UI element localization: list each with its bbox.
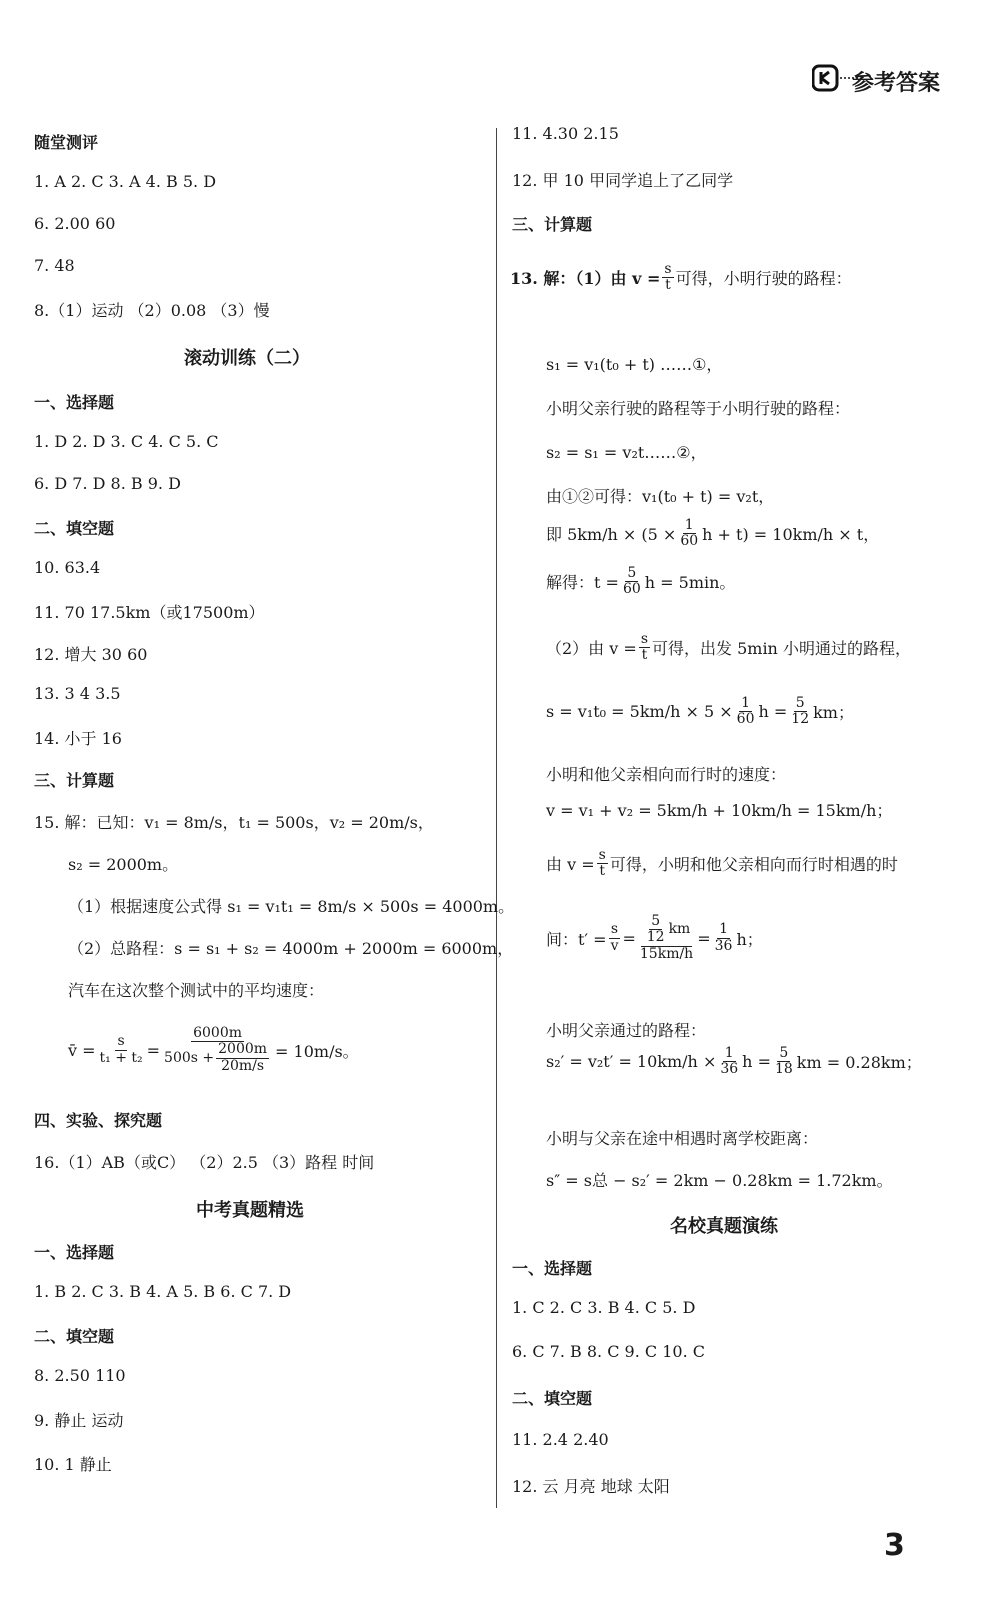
section-heading: 二、填空题 [34, 519, 115, 538]
formula-fraction [638, 914, 695, 962]
formula-numerator: 2000m [218, 1041, 268, 1058]
eq-text: 由 v = [546, 855, 595, 875]
formula-numerator: 1 [719, 921, 728, 938]
eq-text: h + t) = 10km/h × t， [702, 525, 880, 545]
answer-line: 10. 63.4 [34, 558, 101, 577]
formula-denominator: t [599, 863, 606, 880]
answer-line: 汽车在这次整个测试中的平均速度： [68, 981, 325, 1000]
formula-lhs: v̄ = [68, 1040, 96, 1060]
formula-numerator: 6000m [193, 1025, 242, 1041]
answer-line: 12. 甲 10 甲同学追上了乙同学 [512, 171, 734, 190]
column-divider [496, 128, 497, 1508]
answer-line: s₂ = 2000m。 [68, 855, 179, 874]
eq-text: km； [813, 703, 854, 723]
formula-denominator: 36 [714, 937, 733, 954]
answer-line: 16.（1）AB（或C） （2）2.5 （3）路程 时间 [34, 1153, 375, 1172]
eq-text: = [697, 928, 711, 948]
answer-line: s₂ = s₁ = v₂t……②， [546, 443, 707, 462]
answer-line: 1. A 2. C 3. A 4. B 5. D [34, 172, 217, 191]
formula-numerator: 5 [795, 695, 805, 711]
formula-numerator: s [610, 921, 619, 938]
eq-text: 可得，出发 5min 小明通过的路程， [652, 639, 911, 659]
answer-line: 11. 2.4 2.40 [512, 1430, 609, 1449]
formula-numerator: 5 [779, 1045, 789, 1061]
eq-13-distance [546, 696, 854, 728]
eq-text: s = v₁t₀ = 5km/h × 5 × [546, 702, 733, 722]
answer-line: 8.（1）运动 （2）0.08 （3）慢 [34, 301, 270, 320]
formula-fraction [773, 1046, 795, 1078]
formula-numerator: 1 [741, 695, 751, 711]
formula-denominator: t [641, 647, 648, 664]
formula-denominator: t [665, 277, 671, 294]
formula-fraction [645, 914, 667, 946]
formula-numerator: 1 [684, 517, 694, 533]
formula-fraction [621, 566, 643, 598]
section-heading: 一、选择题 [34, 393, 115, 412]
eq-13-solution-time [546, 566, 735, 598]
section-heading: 三、计算题 [512, 215, 593, 234]
formula-fraction [735, 696, 757, 728]
eq-text: 可得，小明行驶的路程： [675, 269, 852, 289]
eq-text: 13. 解：（1）由 v = [510, 269, 661, 289]
formula-numerator: 5 [627, 565, 637, 581]
eq-text: 即 5km/h × (5 × [546, 525, 677, 545]
eq-13-father-distance [546, 1046, 922, 1078]
section-heading: 一、选择题 [512, 1259, 593, 1278]
formula-fraction [789, 696, 811, 728]
formula-numerator: s [117, 1033, 125, 1050]
formula-numerator: s [598, 847, 606, 863]
answer-line: 小明父亲通过的路程： [546, 1021, 707, 1040]
header-title: 参考答案 [852, 71, 941, 96]
formula-fraction [162, 1026, 273, 1074]
formula-fraction [713, 922, 735, 954]
formula-denominator: 12 [791, 711, 810, 728]
answer-line: 小明和他父亲相向而行时的速度： [546, 765, 787, 784]
eq-text: s₂′ = v₂t′ = 10km/h × [546, 1052, 717, 1072]
answer-line: 1. C 2. C 3. B 4. C 5. D [512, 1298, 696, 1317]
answer-line: 6. D 7. D 8. B 9. D [34, 474, 181, 493]
eq-text: h = 5min。 [644, 573, 736, 593]
answer-line: s₁ = v₁(t₀ + t) ……①， [546, 355, 723, 374]
formula-numerator: s [664, 261, 672, 277]
eq-text: = [622, 928, 636, 948]
eq-text: 解得：t = [546, 573, 619, 593]
formula-fraction [662, 262, 673, 294]
formula-fraction [597, 848, 608, 880]
answer-line: （1）根据速度公式得 s₁ = v₁t₁ = 8m/s × 500s = 4000m。 [68, 897, 515, 916]
eq-text: h = [742, 1052, 771, 1072]
answer-line: （2）总路程：s = s₁ + s₂ = 4000m + 2000m = 6000m， [68, 939, 514, 958]
formula-fraction [639, 632, 650, 664]
eq-13-equation [546, 518, 879, 550]
answer-line: 小明父亲行驶的路程等于小明行驶的路程： [546, 399, 851, 418]
eq-text: （2）由 v = [546, 639, 637, 659]
eq-13-speed-formula [510, 262, 852, 294]
section-heading: 三、计算题 [34, 771, 115, 790]
answer-line: 1. B 2. C 3. B 4. A 5. B 6. C 7. D [34, 1282, 292, 1301]
formula-denominator: 12 [646, 929, 665, 946]
section-heading: 随堂测评 [34, 133, 99, 152]
formula-denominator: 18 [774, 1061, 793, 1078]
answer-line: 9. 静止 运动 [34, 1411, 124, 1430]
formula-fraction [678, 518, 700, 550]
chapter-title: 名校真题演练 [670, 1216, 778, 1237]
formula-fraction [98, 1034, 145, 1066]
formula-denominator: t₁ + t₂ [99, 1049, 143, 1066]
formula-denominator: 60 [622, 581, 641, 598]
answer-line: 14. 小于 16 [34, 729, 122, 748]
answer-line: 1. D 2. D 3. C 4. C 5. C [34, 432, 219, 451]
formula-fraction [216, 1042, 269, 1074]
formula-numerator: 1 [724, 1045, 734, 1061]
eq-text: km [668, 921, 691, 938]
formula-fraction [609, 922, 621, 954]
chapter-title: 滚动训练（二） [184, 348, 310, 369]
answer-line: 6. 2.00 60 [34, 214, 116, 233]
eq-text: km = 0.28km； [796, 1053, 922, 1073]
formula-denominator: 60 [736, 711, 755, 728]
page-number: 3 [884, 1528, 905, 1563]
answer-line: 小明与父亲在途中相遇时离学校距离： [546, 1129, 819, 1148]
eq-text: h = [758, 702, 788, 722]
average-velocity-formula [68, 1026, 359, 1074]
eq-text: h； [736, 929, 763, 949]
answer-line: 12. 云 月亮 地球 太阳 [512, 1477, 670, 1496]
formula-denominator [162, 1042, 273, 1074]
eq-13-meeting-time [546, 914, 763, 962]
formula-numerator: s [640, 631, 648, 647]
answer-line: 6. C 7. B 8. C 9. C 10. C [512, 1342, 706, 1361]
answer-line: 8. 2.50 110 [34, 1366, 126, 1385]
section-heading: 一、选择题 [34, 1243, 115, 1262]
formula-denominator: 15km/h [639, 945, 694, 962]
answer-line: 四、实验、探究题 [34, 1111, 163, 1130]
formula-result: = 10m/s。 [275, 1041, 359, 1061]
answer-line: 由①②可得：v₁(t₀ + t) = v₂t， [546, 487, 775, 506]
formula-denominator: 20m/s [221, 1057, 265, 1074]
answer-line: 11. 70 17.5km（或17500m） [34, 603, 265, 622]
formula-denominator-term: 500s + [164, 1049, 215, 1066]
eq-text: 间：t′ = [546, 929, 607, 949]
answer-line: v = v₁ + v₂ = 5km/h + 10km/h = 15km/h； [546, 801, 893, 820]
eq-13-part2-intro [546, 632, 911, 664]
answer-line: 15. 解：已知：v₁ = 8m/s，t₁ = 500s，v₂ = 20m/s， [34, 813, 434, 832]
eq-13-meeting-intro [546, 848, 898, 880]
formula-numerator: 5 [651, 913, 661, 929]
answer-line: 13. 3 4 3.5 [34, 684, 121, 703]
answer-line: 12. 增大 30 60 [34, 645, 148, 664]
formula-fraction [718, 1046, 740, 1078]
answer-line: 10. 1 静止 [34, 1455, 112, 1474]
answer-line: s″ = s总 − s₂′ = 2km − 0.28km = 1.72km。 [546, 1171, 893, 1190]
formula-denominator: 36 [720, 1061, 739, 1078]
chapter-title: 中考真题精选 [196, 1200, 304, 1221]
formula-numerator [641, 914, 693, 947]
section-heading: 二、填空题 [512, 1389, 593, 1408]
section-heading: 二、填空题 [34, 1327, 115, 1346]
answer-line: 11. 4.30 2.15 [512, 124, 619, 143]
eq-text: 可得，小明和他父亲相向而行时相遇的时 [609, 855, 898, 875]
formula-denominator: 60 [680, 533, 699, 550]
answer-line: 7. 48 [34, 256, 75, 275]
formula-equals: = [146, 1040, 161, 1060]
formula-denominator: v [610, 937, 619, 954]
